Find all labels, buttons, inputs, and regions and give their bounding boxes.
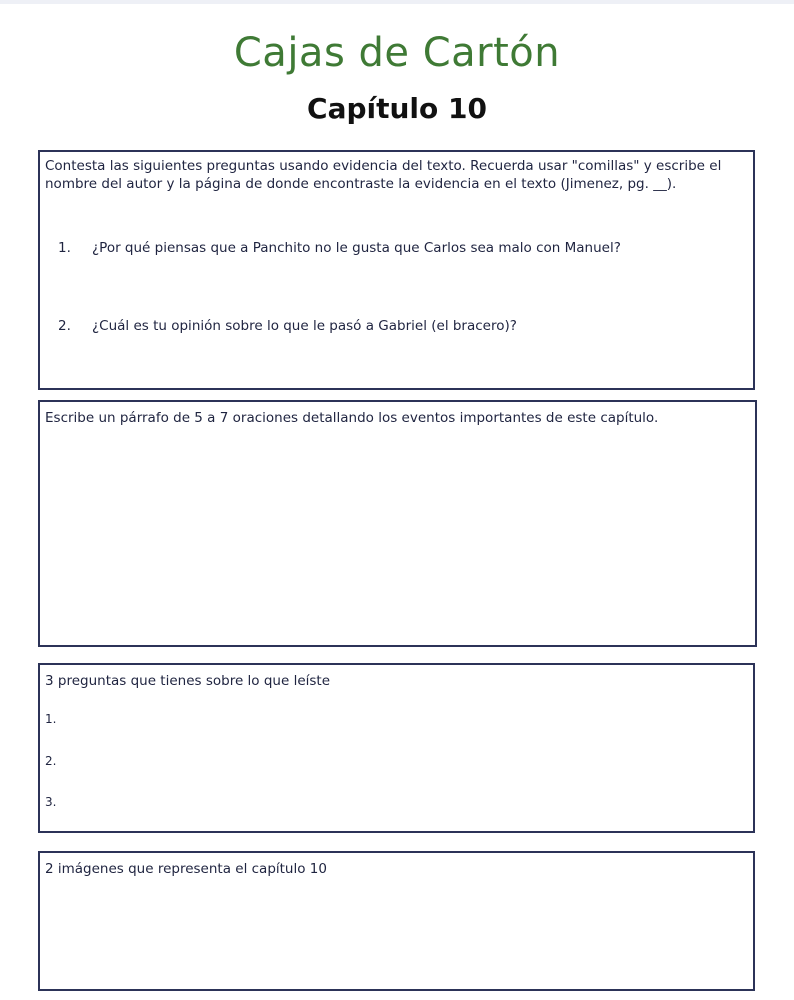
question-line-1: 1.: [45, 712, 57, 726]
paragraph-prompt: Escribe un párrafo de 5 a 7 oraciones detallando los eventos importantes de este capítulo.: [45, 410, 659, 426]
images-box[interactable]: [38, 851, 755, 991]
question-2: [58, 318, 738, 336]
instructions-text: Contesta las siguientes preguntas usando evidencia del texto. Recuerda usar "comillas" y escribe el nombre del autor y la página de donde encontraste la evidencia en el texto (Jimenez, pg. __).: [45, 158, 722, 192]
question-2-text: ¿Cuál es tu opinión sobre lo que le pasó a Gabriel (el bracero)?: [92, 318, 517, 334]
questions-prompt: 3 preguntas que tienes sobre lo que leíste: [45, 673, 331, 689]
top-strip: [0, 0, 794, 4]
images-prompt: 2 imágenes que representa el capítulo 10: [45, 861, 327, 877]
question-1-text: ¿Por qué piensas que a Panchito no le gusta que Carlos sea malo con Manuel?: [92, 240, 621, 256]
page-title: Cajas de Cartón: [233, 30, 561, 76]
chapter-subtitle: Capítulo 10: [307, 92, 487, 125]
paragraph-box[interactable]: [38, 400, 757, 647]
questions-box[interactable]: [38, 663, 755, 833]
evidence-questions-box[interactable]: [38, 150, 755, 390]
question-line-2: 2.: [45, 754, 57, 768]
question-2-number: 2.: [58, 318, 71, 334]
question-line-3: 3.: [45, 795, 57, 809]
question-1-number: 1.: [58, 240, 71, 256]
question-1: [58, 240, 738, 258]
